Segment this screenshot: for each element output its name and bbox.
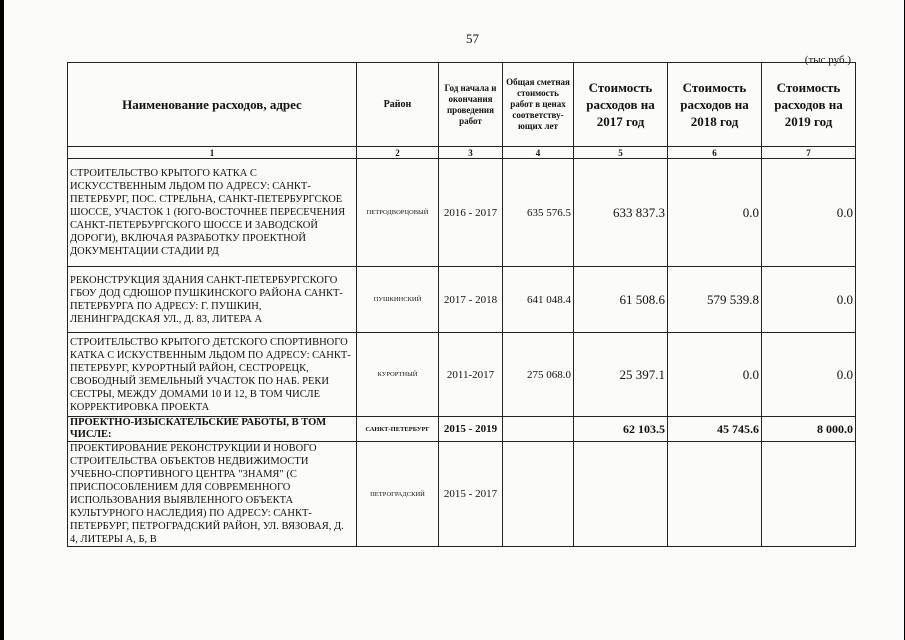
row-total: 641 048.4 (503, 267, 574, 333)
column-number: 2 (357, 147, 439, 159)
row-name: СТРОИТЕЛЬСТВО КРЫТОГО ДЕТСКОГО СПОРТИВНОГО КАТКА С ИСКУСТВЕННЫМ ЛЬДОМ ПО АДРЕСУ: САНКТ-ПЕТЕРБУРГ, КУРОРТНЫЙ РАЙОН, СЕСТРОРЕЦК, СВОБОДНЫЙ ЗЕМЕЛЬНЫЙ УЧАСТОК ПО НАБ. РЕКИ СЕСТРЫ, МЕЖДУ ДОМАМИ 10 И 12, В ТОМ ЧИСЛЕ КОРРЕКТИРОВКА ПРОЕКТА (68, 333, 357, 417)
document-page (4, 0, 904, 640)
summary-name: ПРОЕКТНО-ИЗЫСКАТЕЛЬСКИЕ РАБОТЫ, В ТОМ ЧИСЛЕ: (68, 417, 357, 442)
header-row (68, 63, 856, 147)
row-period: 2016 - 2017 (439, 159, 503, 267)
row-cost-2019: 0.0 (762, 333, 856, 417)
column-number: 6 (668, 147, 762, 159)
row-cost-2018: 0.0 (668, 159, 762, 267)
row-cost-2018 (668, 442, 762, 547)
row-district: ПЕТРОГРАДСКИЙ (357, 442, 439, 547)
header-cost-2017: Стоимость расходов на 2017 год (574, 63, 668, 147)
row-total (503, 442, 574, 547)
header-cost-2019: Стоимость расходов на 2019 год (762, 63, 856, 147)
row-name: РЕКОНСТРУКЦИЯ ЗДАНИЯ САНКТ-ПЕТЕРБУРГСКОГО ГБОУ ДОД СДЮШОР ПУШКИНСКОГО РАЙОНА САНКТ-ПЕТЕРБУРГА ПО АДРЕСУ: Г. ПУШКИН, ЛЕНИНГРАДСКАЯ УЛ., Д. 83, ЛИТЕРА А (68, 267, 357, 333)
row-cost-2019 (762, 442, 856, 547)
budget-table (67, 62, 856, 547)
row-cost-2018: 0.0 (668, 333, 762, 417)
summary-cost-2018: 45 745.6 (668, 417, 762, 442)
column-number: 4 (503, 147, 574, 159)
row-district: КУРОРТНЫЙ (357, 333, 439, 417)
row-period: 2011-2017 (439, 333, 503, 417)
row-name: ПРОЕКТИРОВАНИЕ РЕКОНСТРУКЦИИ И НОВОГО СТРОИТЕЛЬСТВА ОБЪЕКТОВ НЕДВИЖИМОСТИ УЧЕБНО-СПОРТИВНОГО ЦЕНТРА "ЗНАМЯ" (С ПРИСПОСОБЛЕНИЕМ ДЛЯ СОВРЕМЕННОГО ИСПОЛЬЗОВАНИЯ ВЫЯВЛЕННОГО ОБЪЕКТА КУЛЬТУРНОГО НАСЛЕДИЯ) ПО АДРЕСУ: САНКТ-ПЕТЕРБУРГ, ПЕТРОГРАДСКИЙ РАЙОН, УЛ. ВЯЗОВАЯ, Д. 4, ЛИТЕРЫ А, Б, В (68, 442, 357, 547)
header-period: Год начала и окончания проведения работ (439, 63, 503, 147)
row-period: 2015 - 2017 (439, 442, 503, 547)
row-total: 635 576.5 (503, 159, 574, 267)
row-cost-2017: 633 837.3 (574, 159, 668, 267)
summary-cost-2019: 8 000.0 (762, 417, 856, 442)
units-label: (тыс.руб.) (804, 54, 851, 66)
row-total: 275 068.0 (503, 333, 574, 417)
row-district: ПЕТРОДВОРЦОВЫЙ (357, 159, 439, 267)
row-cost-2017: 61 508.6 (574, 267, 668, 333)
row-cost-2018: 579 539.8 (668, 267, 762, 333)
column-number: 7 (762, 147, 856, 159)
table-row (68, 159, 856, 267)
table-row (68, 333, 856, 417)
row-name: СТРОИТЕЛЬСТВО КРЫТОГО КАТКА С ИСКУССТВЕННЫМ ЛЬДОМ ПО АДРЕСУ: САНКТ-ПЕТЕРБУРГ, ПОС. СТРЕЛЬНА, САНКТ-ПЕТЕРБУРГСКОЕ ШОССЕ, УЧАСТОК 1 (ЮГО-ВОСТОЧНЕЕ ПЕРЕСЕЧЕНИЯ САНКТ-ПЕТЕРБУРГСКОГО ШОССЕ И ЗАВОДСКОЙ ДОРОГИ), ВКЛЮЧАЯ РАЗРАБОТКУ ПРОЕКТНОЙ ДОКУМЕНТАЦИИ СТАДИИ РД (68, 159, 357, 267)
row-period: 2017 - 2018 (439, 267, 503, 333)
header-district: Район (357, 63, 439, 147)
summary-cost-2017: 62 103.5 (574, 417, 668, 442)
row-cost-2017: 25 397.1 (574, 333, 668, 417)
table-row (68, 267, 856, 333)
header-cost-2018: Стоимость расходов на 2018 год (668, 63, 762, 147)
page-number: 57 (466, 31, 479, 46)
column-number: 1 (68, 147, 357, 159)
summary-total (503, 417, 574, 442)
summary-district: САНКТ-ПЕТЕРБУРГ (357, 417, 439, 442)
column-number: 3 (439, 147, 503, 159)
column-number: 5 (574, 147, 668, 159)
header-total: Общая сметная стоимость работ в ценах соответству-ющих лет (503, 63, 574, 147)
row-cost-2017 (574, 442, 668, 547)
row-district: ПУШКИНСКИЙ (357, 267, 439, 333)
table-row (68, 442, 856, 547)
row-cost-2019: 0.0 (762, 159, 856, 267)
summary-row (68, 417, 856, 442)
header-name: Наименование расходов, адрес (68, 63, 357, 147)
summary-period: 2015 - 2019 (439, 417, 503, 442)
row-cost-2019: 0.0 (762, 267, 856, 333)
column-number-row (68, 147, 856, 159)
